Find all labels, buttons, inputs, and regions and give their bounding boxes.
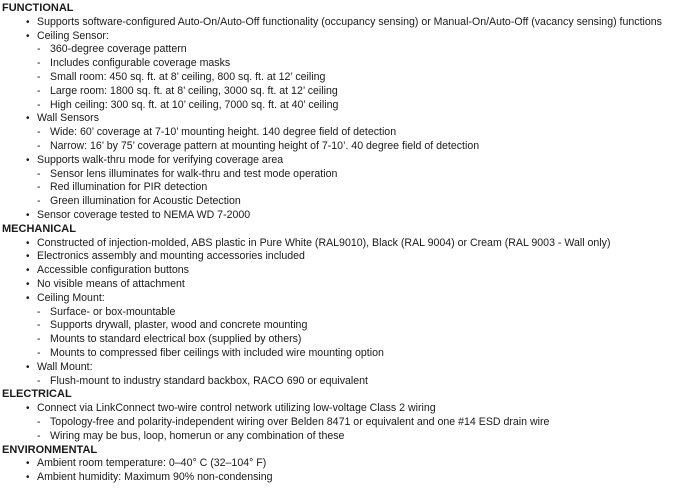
- sub-text: Narrow: 16’ by 75’ coverage pattern at mounting height of 7-10’. 40 degree field of detection: [50, 139, 480, 152]
- sub-text: Large room: 1800 sq. ft. at 8’ ceiling, 3000 sq. ft. at 12’ ceiling: [50, 84, 338, 97]
- sub-text: Mounts to compressed fiber ceilings with included wire mounting option: [50, 346, 384, 359]
- bullet-item: [2, 250, 686, 264]
- sub-text: High ceiling: 300 sq. ft. at 10’ ceiling, 7000 sq. ft. at 40’ ceiling: [50, 98, 339, 111]
- bullet-text: Sensor coverage tested to NEMA WD 7-2000: [37, 208, 251, 221]
- sub-item: [37, 195, 686, 209]
- dash-icon: -: [37, 98, 41, 111]
- section-mechanical: [2, 223, 686, 389]
- dash-icon: -: [37, 43, 41, 56]
- bullet-text: Accessible configuration buttons: [37, 264, 189, 277]
- dash-icon: -: [37, 195, 41, 208]
- bullet-list: [2, 402, 686, 443]
- bullet-icon: •: [26, 265, 30, 277]
- bullet-item: [2, 457, 686, 471]
- sub-item: [37, 347, 686, 361]
- sub-item: [37, 99, 686, 113]
- bullet-text: Electronics assembly and mounting accessories included: [37, 250, 305, 263]
- bullet-icon: •: [26, 209, 30, 221]
- bullet-icon: •: [26, 30, 30, 42]
- bullet-item: [2, 16, 686, 30]
- sub-list: [37, 126, 686, 154]
- dash-icon: -: [37, 181, 41, 194]
- sub-text: Includes configurable coverage masks: [50, 57, 231, 70]
- bullet-text: Ambient room temperature: 0–40° C (32–104° F): [37, 457, 267, 470]
- sub-item: [37, 126, 686, 140]
- section-heading: ELECTRICAL: [2, 388, 72, 401]
- sub-text: Mounts to standard electrical box (supplied by others): [50, 333, 302, 346]
- dash-icon: -: [37, 374, 41, 387]
- bullet-item: [2, 292, 686, 361]
- bullet-icon: •: [26, 292, 30, 304]
- sub-item: [37, 333, 686, 347]
- bullet-text: Wall Sensors: [37, 112, 100, 125]
- bullet-icon: •: [26, 472, 30, 484]
- sub-list: [37, 416, 686, 444]
- bullet-icon: •: [26, 278, 30, 290]
- sub-item: [37, 168, 686, 182]
- bullet-text: No visible means of attachment: [37, 277, 185, 290]
- bullet-text: Ceiling Sensor:: [37, 29, 109, 42]
- bullet-icon: •: [26, 237, 30, 249]
- bullet-icon: •: [26, 154, 30, 166]
- bullet-text: Ambient humidity: Maximum 90% non-condensing: [37, 471, 273, 484]
- dash-icon: -: [37, 126, 41, 139]
- bullet-icon: •: [26, 113, 30, 125]
- dash-icon: -: [37, 415, 41, 428]
- sub-text: Flush-mount to industry standard backbox, RACO 690 or equivalent: [50, 374, 368, 387]
- dash-icon: -: [37, 57, 41, 70]
- bullet-icon: •: [26, 458, 30, 470]
- bullet-item: [2, 237, 686, 251]
- sub-item: [37, 140, 686, 154]
- bullet-item: [2, 471, 686, 485]
- bullet-text: Ceiling Mount:: [37, 291, 105, 304]
- bullet-text: Supports software-configured Auto-On/Auto-Off functionality (occupancy sensing) or Manual-On/Auto-Off (vacancy sensing) functions: [37, 15, 662, 28]
- bullet-item: [2, 278, 686, 292]
- bullet-text: Constructed of injection-molded, ABS plastic in Pure White (RAL9010), Black (RAL 9004) or Cream (RAL 9003 - Wall only): [37, 236, 611, 249]
- bullet-item: [2, 112, 686, 153]
- section-electrical: [2, 388, 686, 443]
- sub-list: [37, 306, 686, 361]
- sub-item: [37, 43, 686, 57]
- section-heading: ENVIRONMENTAL: [2, 443, 98, 456]
- sub-text: Wiring may be bus, loop, homerun or any combination of these: [50, 429, 345, 442]
- bullet-text: Wall Mount:: [37, 360, 93, 373]
- bullet-item: [2, 264, 686, 278]
- dash-icon: -: [37, 139, 41, 152]
- sub-text: Small room: 450 sq. ft. at 8’ ceiling, 800 sq. ft. at 12’ ceiling: [50, 70, 326, 83]
- section-heading: FUNCTIONAL: [2, 2, 74, 14]
- bullet-item: [2, 361, 686, 389]
- bullet-icon: •: [26, 251, 30, 263]
- bullet-list: [2, 457, 686, 485]
- section-heading: MECHANICAL: [2, 222, 76, 235]
- sub-text: Surface- or box-mountable: [50, 305, 176, 318]
- dash-icon: -: [37, 333, 41, 346]
- sub-text: Red illumination for PIR detection: [50, 181, 208, 194]
- sub-list: [37, 375, 686, 389]
- dash-icon: -: [37, 84, 41, 97]
- sub-item: [37, 375, 686, 389]
- dash-icon: -: [37, 167, 41, 180]
- dash-icon: -: [37, 305, 41, 318]
- dash-icon: -: [37, 70, 41, 83]
- sub-item: [37, 430, 686, 444]
- sub-text: Supports drywall, plaster, wood and concrete mounting: [50, 319, 308, 332]
- sub-text: Sensor lens illuminates for walk-thru and test mode operation: [50, 167, 338, 180]
- dash-icon: -: [37, 429, 41, 442]
- sub-item: [37, 319, 686, 333]
- bullet-text: Connect via LinkConnect two-wire control network utilizing low-voltage Class 2 wiring: [37, 402, 436, 415]
- bullet-item: [2, 30, 686, 113]
- sub-text: Topology-free and polarity-independent wiring over Belden 8471 or equivalent and one #14 ESD drain wire: [50, 415, 550, 428]
- sub-text: Wide: 60’ coverage at 7-10’ mounting height. 140 degree field of detection: [50, 126, 397, 139]
- sub-item: [37, 85, 686, 99]
- bullet-list: [2, 237, 686, 389]
- section-environmental: [2, 444, 686, 485]
- sub-text: 360-degree coverage pattern: [50, 43, 187, 56]
- sub-list: [37, 43, 686, 112]
- sub-item: [37, 71, 686, 85]
- sub-item: [37, 57, 686, 71]
- bullet-icon: •: [26, 16, 30, 28]
- bullet-icon: •: [26, 403, 30, 415]
- sub-text: Green illumination for Acoustic Detection: [50, 195, 241, 208]
- sub-item: [37, 306, 686, 320]
- dash-icon: -: [37, 346, 41, 359]
- section-functional: [2, 2, 686, 223]
- sub-list: [37, 168, 686, 209]
- bullet-item: [2, 402, 686, 443]
- dash-icon: -: [37, 319, 41, 332]
- sub-item: [37, 181, 686, 195]
- bullet-list: [2, 16, 686, 223]
- bullet-text: Supports walk-thru mode for verifying coverage area: [37, 153, 284, 166]
- bullet-icon: •: [26, 361, 30, 373]
- sub-item: [37, 416, 686, 430]
- bullet-item: [2, 209, 686, 223]
- bullet-item: [2, 154, 686, 209]
